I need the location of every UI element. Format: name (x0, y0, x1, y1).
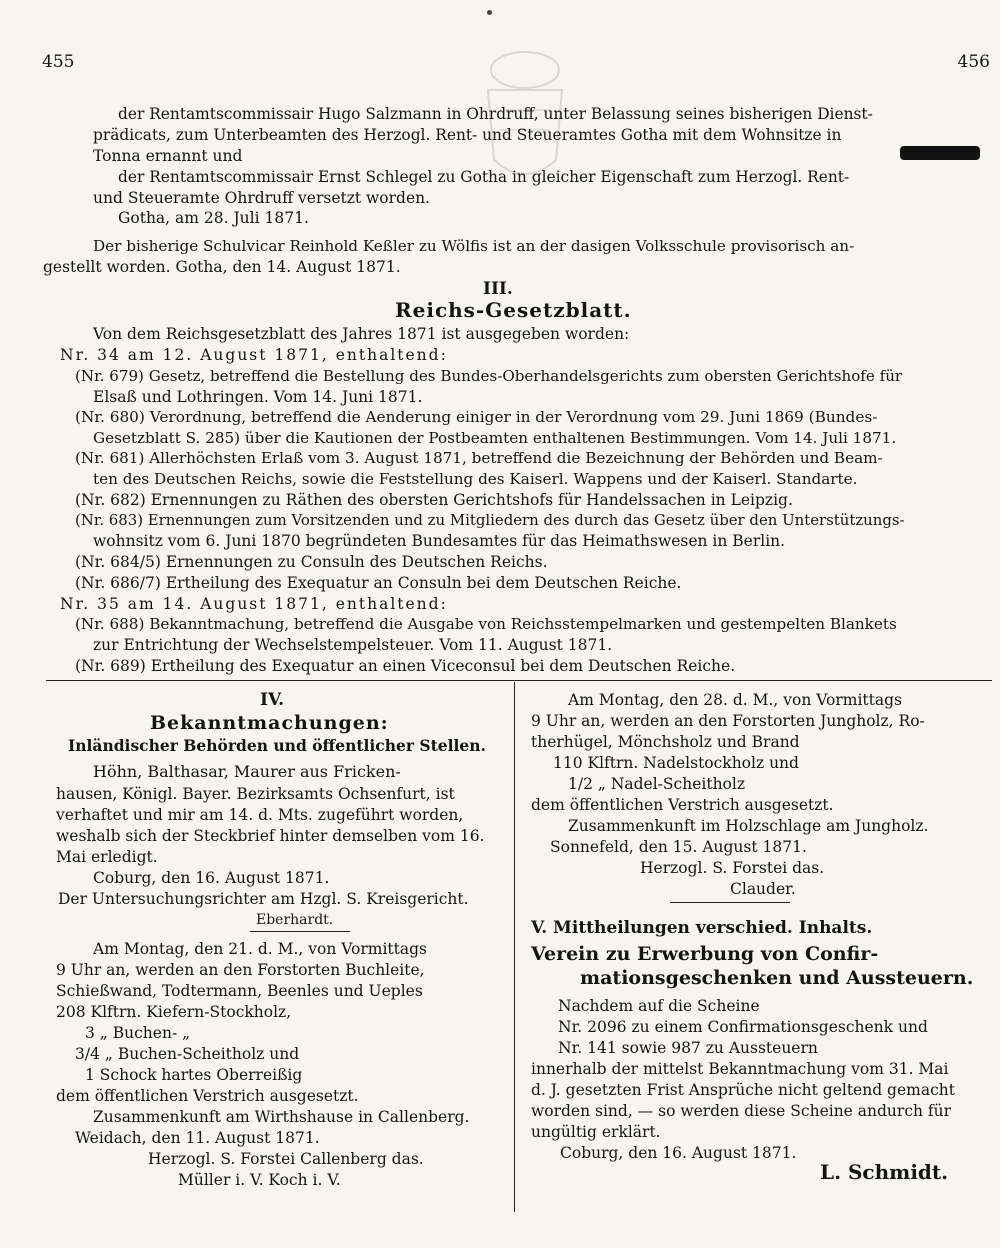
top-line-8: gestellt worden. Gotha, den 14. August 1871. (43, 258, 401, 276)
top-line-2: prädicats, zum Unterbeamten des Herzogl. Rent- und Steueramtes Gotha mit dem Wohnsitze in (93, 126, 842, 144)
section-5-line-4: innerhalb der mittelst Bekanntmachung vom 31. Mai (531, 1060, 949, 1078)
notice-2-line-8: dem öffentlichen Verstrich ausgesetzt. (56, 1087, 359, 1105)
section-5-line-5: d. J. gesetzten Frist Ansprüche nicht geltend gemacht (531, 1081, 955, 1099)
notice-3-line-6: dem öffentlichen Verstrich ausgesetzt. (531, 796, 834, 814)
notice-3-line-1: Am Montag, den 28. d. M., von Vormittags (568, 691, 902, 709)
notice-1-line-2: hausen, Königl. Bayer. Bezirksamts Ochsenfurt, ist (56, 785, 455, 803)
notice-1-line-3: verhaftet und mir am 14. d. Mts. zugeführt worden, (56, 806, 464, 824)
section-4-number: IV. (260, 690, 285, 710)
section-5-title-1: Verein zu Erwerbung von Confir- (531, 943, 879, 965)
left-page-number: 455 (42, 52, 75, 72)
section-5-line-8: Coburg, den 16. August 1871. (560, 1144, 797, 1162)
notice-2-line-4: 208 Klftrn. Kiefern-Stockholz, (56, 1003, 292, 1021)
top-line-7: Der bisherige Schulvicar Reinhold Keßler zu Wölfis ist an der dasigen Volksschule provisorisch an- (93, 237, 855, 255)
section-divider (46, 680, 992, 681)
section-4-title: Bekanntmachungen: (150, 712, 389, 734)
section-5-line-2: Nr. 2096 zu einem Confirmationsgeschenk und (558, 1018, 928, 1036)
section-5-line-3: Nr. 141 sowie 987 zu Aussteuern (558, 1039, 818, 1057)
section-3-line-13: (Nr. 686/7) Ertheilung des Exequatur an Consuln bei dem Deutschen Reiche. (75, 574, 682, 592)
notice-3-line-7: Zusammenkunft im Holzschlage am Jungholz. (568, 817, 929, 835)
notice-2-line-1: Am Montag, den 21. d. M., von Vormittags (93, 940, 427, 958)
section-3-line-8: ten des Deutschen Reichs, sowie die Feststellung des Kaiserl. Wappens und der Kaiserl. Standarte. (93, 470, 858, 488)
speck-mark (487, 10, 492, 15)
notice-2-line-5: 3 „ Buchen- „ (85, 1024, 191, 1042)
notice-3-line-4: 110 Klftrn. Nadelstockholz und (553, 754, 799, 772)
notice-2-line-6: 3/4 „ Buchen-Scheitholz und (75, 1045, 300, 1063)
notice-3-line-5: 1/2 „ Nadel-Scheitholz (568, 775, 746, 793)
notice-2-line-11: Herzogl. S. Forstei Callenberg das. (148, 1150, 424, 1168)
notice-2-line-10: Weidach, den 11. August 1871. (75, 1129, 320, 1147)
notice-1-line-8: Eberhardt. (256, 912, 334, 928)
notice-2-line-2: 9 Uhr an, werden an den Forstorten Buchleite, (56, 961, 425, 979)
notice-2-line-3: Schießwand, Todtermann, Beenles und Ueples (56, 982, 423, 1000)
notice-3-line-3: therhügel, Mönchsholz und Brand (531, 733, 800, 751)
notice-1-line-6: Coburg, den 16. August 1871. (93, 869, 330, 887)
notice-3-line-2: 9 Uhr an, werden an den Forstorten Jungholz, Ro- (531, 712, 925, 730)
section-3-line-16: zur Entrichtung der Wechselstempelsteuer. Vom 11. August 1871. (93, 636, 613, 654)
top-line-1: der Rentamtscommissair Hugo Salzmann in Ohrdruff, unter Belassung seines bisherigen Dienst- (118, 105, 873, 123)
section-3-line-14: Nr. 35 am 14. August 1871, enthaltend: (60, 595, 448, 613)
section-3-line-12: (Nr. 684/5) Ernennungen zu Consuln des Deutschen Reichs. (75, 553, 548, 571)
section-3-line-3: (Nr. 679) Gesetz, betreffend die Bestellung des Bundes-Oberhandelsgerichts zum obersten Gerichtshofe für (75, 367, 903, 385)
section-5-line-1: Nachdem auf die Scheine (558, 997, 760, 1015)
notice-1-line-5: Mai erledigt. (56, 848, 158, 866)
section-5-line-6: worden sind, — so werden diese Scheine andurch für (531, 1102, 952, 1120)
notice-3-line-9: Herzogl. S. Forstei das. (640, 859, 825, 877)
notice-divider-right (670, 902, 790, 903)
section-5-line-7: ungültig erklärt. (531, 1123, 661, 1141)
notice-3-line-8: Sonnefeld, den 15. August 1871. (550, 838, 807, 856)
notice-divider (250, 931, 350, 932)
notice-3-line-10: Clauder. (730, 880, 796, 898)
column-divider (514, 682, 515, 1212)
notice-2-line-7: 1 Schock hartes Oberreißig (85, 1066, 303, 1084)
section-3-line-10: (Nr. 683) Ernennungen zum Vorsitzenden und zu Mitgliedern des durch das Gesetz über den Unterstützungs- (75, 511, 905, 529)
section-4-subtitle: Inländischer Behörden und öffentlicher Stellen. (68, 736, 486, 755)
section-3-line-15: (Nr. 688) Bekanntmachung, betreffend die Ausgabe von Reichsstempelmarken und gestempelten Blankets (75, 615, 897, 633)
notice-2-line-12: Müller i. V. Koch i. V. (178, 1171, 341, 1189)
ink-blot-mark (900, 146, 980, 160)
section-3-line-5: (Nr. 680) Verordnung, betreffend die Aenderung einiger in der Verordnung vom 29. Juni 1869 (Bundes- (75, 408, 878, 426)
section-3-line-9: (Nr. 682) Ernennungen zu Räthen des obersten Gerichtshofs für Handelssachen in Leipzig. (75, 491, 793, 509)
section-5-title-2: mationsgeschenken und Aussteuern. (580, 967, 974, 989)
section-3-line-2: Nr. 34 am 12. August 1871, enthaltend: (60, 346, 448, 364)
top-line-6: Gotha, am 28. Juli 1871. (118, 209, 309, 227)
top-line-4: der Rentamtscommissair Ernst Schlegel zu Gotha in gleicher Eigenschaft zum Herzogl. Rent- (118, 168, 850, 186)
section-3-title: Reichs-Gesetzblatt. (395, 298, 632, 322)
notice-1-text: Höhn, Balthasar, Maurer aus Fricken- (93, 762, 401, 781)
notice-1-line-1 (93, 762, 401, 782)
section-3-line-7: (Nr. 681) Allerhöchsten Erlaß vom 3. August 1871, betreffend die Bezeichnung der Behörden und Beam- (75, 449, 883, 467)
notice-1-line-7: Der Untersuchungsrichter am Hzgl. S. Kreisgericht. (58, 890, 469, 908)
signature: L. Schmidt. (820, 1160, 949, 1184)
section-3-line-17: (Nr. 689) Ertheilung des Exequatur an einen Viceconsul bei dem Deutschen Reiche. (75, 657, 736, 675)
top-line-5: und Steueramte Ohrdruff versetzt worden. (93, 189, 431, 207)
top-line-3: Tonna ernannt und (93, 147, 243, 165)
section-5-heading: V. Mittheilungen verschied. Inhalts. (531, 918, 873, 938)
section-3-line-11: wohnsitz vom 6. Juni 1870 begründeten Bundesamtes für das Heimathswesen in Berlin. (93, 532, 786, 550)
section-3-line-6: Gesetzblatt S. 285) über die Kautionen der Postbeamten enthaltenen Bestimmungen. Vom 14. Juli 1871. (93, 429, 897, 447)
notice-2-line-9: Zusammenkunft am Wirthshause in Callenberg. (93, 1108, 470, 1126)
section-3-number: III. (483, 279, 513, 299)
notice-1-line-4: weshalb sich der Steckbrief hinter demselben vom 16. (56, 827, 485, 845)
section-3-line-4: Elsaß und Lothringen. Vom 14. Juni 1871. (93, 388, 423, 406)
section-3-line-1: Von dem Reichsgesetzblatt des Jahres 1871 ist ausgegeben worden: (93, 325, 630, 343)
right-page-number: 456 (957, 52, 990, 72)
